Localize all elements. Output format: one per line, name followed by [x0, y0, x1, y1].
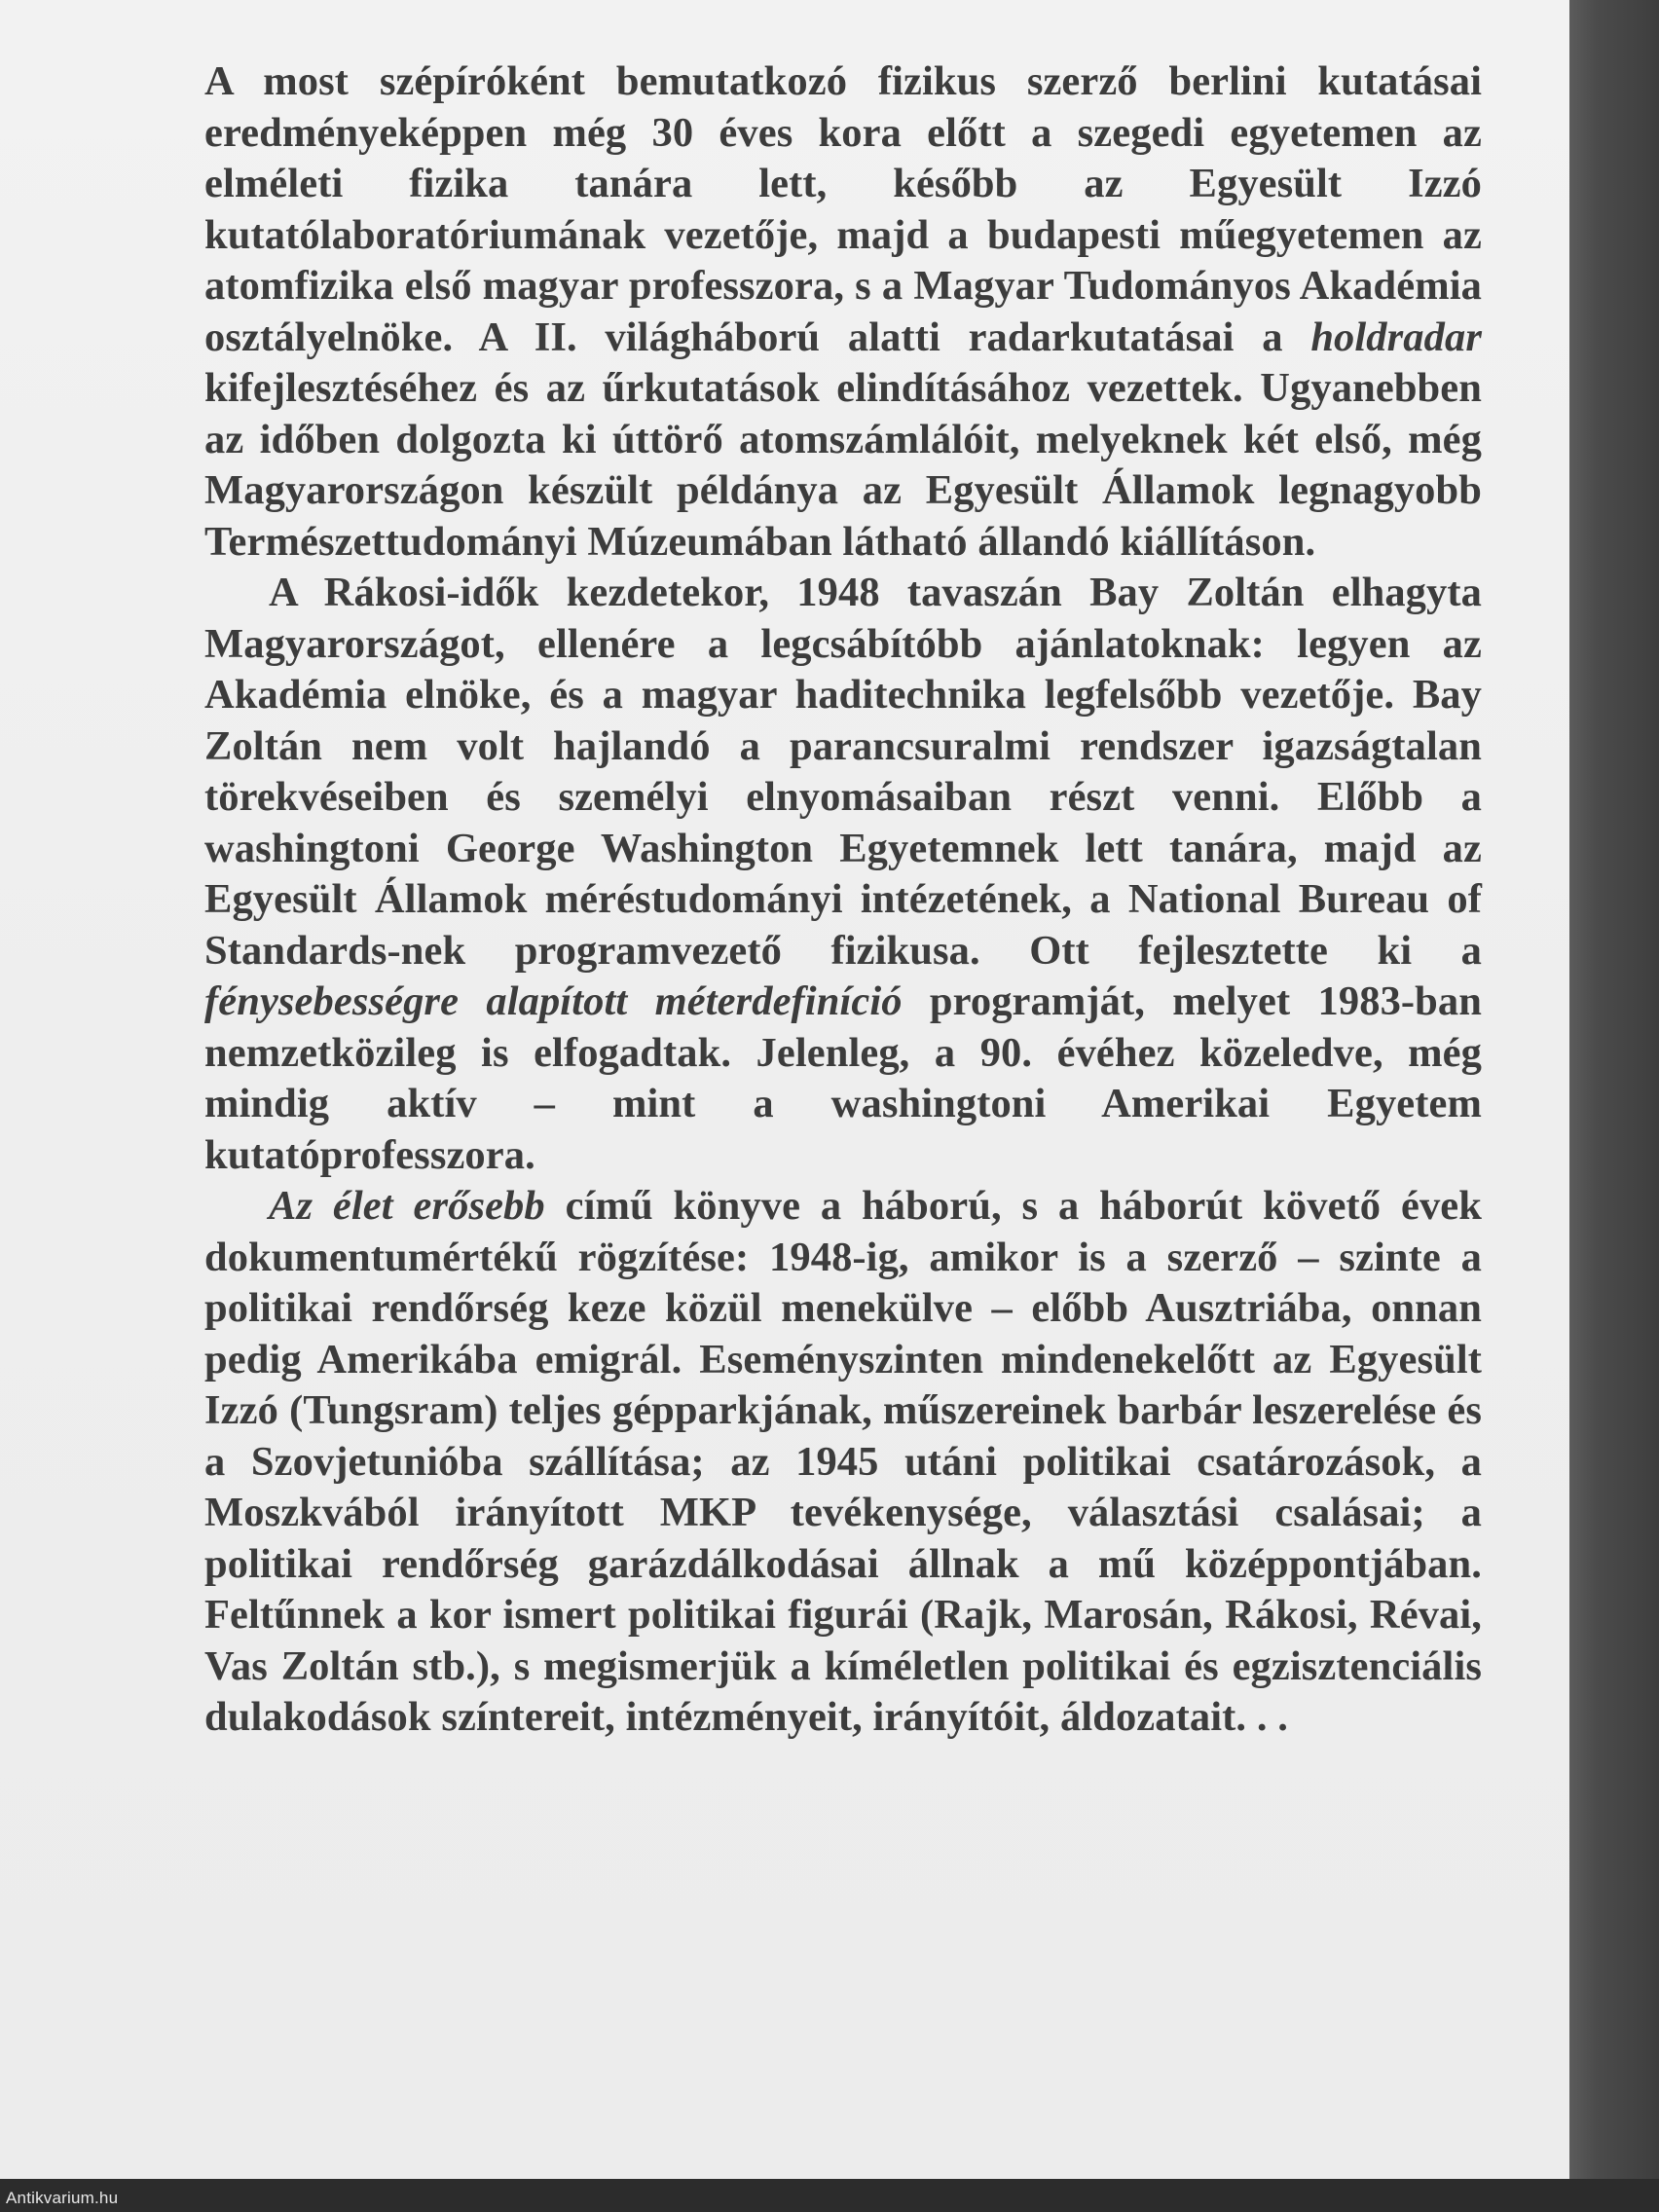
source-watermark: Antikvarium.hu: [6, 2189, 119, 2207]
p1-text-b: kifejlesztéséhez és az űrkutatások elindításához vezettek. Ugyanebben az időben dolgozta ki úttörő atomszámlálóit, melyeknek két első, még Magyarországon készült példánya az Egyesült Államok legnagyobb Természettudományi Múzeumában látható állandó kiállításon.: [204, 365, 1482, 565]
blurb-text: [204, 56, 1482, 1744]
paragraph-1: [204, 56, 1482, 568]
p2-italic-meterdefinicio: fénysebességre alapított méterdefiníció: [204, 978, 903, 1024]
p2-text-a: A Rákosi-idők kezdetekor, 1948 tavaszán Bay Zoltán elhagyta Magyarországot, ellenére a legcsábítóbb ajánlatoknak: legyen az Akadémia elnöke, és a magyar haditechnika legfelsőbb vezetője. Bay Zoltán nem volt hajlandó a parancsuralmi rendszer igazságtalan törekvéseiben és személyi elnyomásaiban részt venni. Előbb a washingtoni George Washington Egyetemnek lett tanára, majd az Egyesült Államok méréstudományi intézetének, a National Bureau of Standards-nek programvezető fizikusa. Ott fejlesztette ki a: [204, 570, 1482, 974]
book-spine-edge: [1569, 0, 1659, 2212]
bottom-background-edge: [0, 2179, 1659, 2212]
paragraph-2: [204, 568, 1482, 1181]
paragraph-3: [204, 1181, 1482, 1744]
p1-italic-holdradar: holdradar: [1310, 313, 1482, 360]
p1-text-a: A most szépíróként bemutatkozó fizikus szerző berlini kutatásai eredményeképpen még 30 éves kora előtt a szegedi egyetemen az elméleti fizika tanára lett, később az Egyesült Izzó kutatólaboratóriumának vezetője, majd a budapesti műegyetemen az atomfizika első magyar professzora, s a Magyar Tudományos Akadémia osztályelnöke. A II. világháború alatti radarkutatásai a: [204, 58, 1482, 360]
p3-italic-book-title: Az élet erősebb: [269, 1183, 545, 1229]
p3-text: című könyve a háború, s a háborút követő évek dokumentumértékű rögzítése: 1948-ig, amikor is a szerző – szinte a politikai rendőrség keze közül menekülve – előbb Ausztriába, onnan pedig Amerikába emigrál. Eseményszinten mindenekelőtt az Egyesült Izzó (Tungsram) teljes gépparkjának, műszereinek barbár leszerelése és a Szovjetunióba szállítása; az 1945 utáni politikai csatározások, a Moszkvából irányított MKP tevékenysége, választási csalásai; a politikai rendőrség garázdálkodásai állnak a mű középpontjában. Feltűnnek a kor ismert politikai figurái (Rajk, Marosán, Rákosi, Révai, Vas Zoltán stb.), s megismerjük a kíméletlen politikai és egzisztenciális dulakodások színtereit, intézményeit, irányítóit, áldozatait. . .: [204, 1183, 1482, 1740]
p2-text-b: programját, melyet 1983-ban nemzetközileg is elfogadtak. Jelenleg, a 90. évéhez közeledve, még mindig aktív – mint a washingtoni Amerikai Egyetem kutatóprofesszora.: [204, 978, 1483, 1178]
